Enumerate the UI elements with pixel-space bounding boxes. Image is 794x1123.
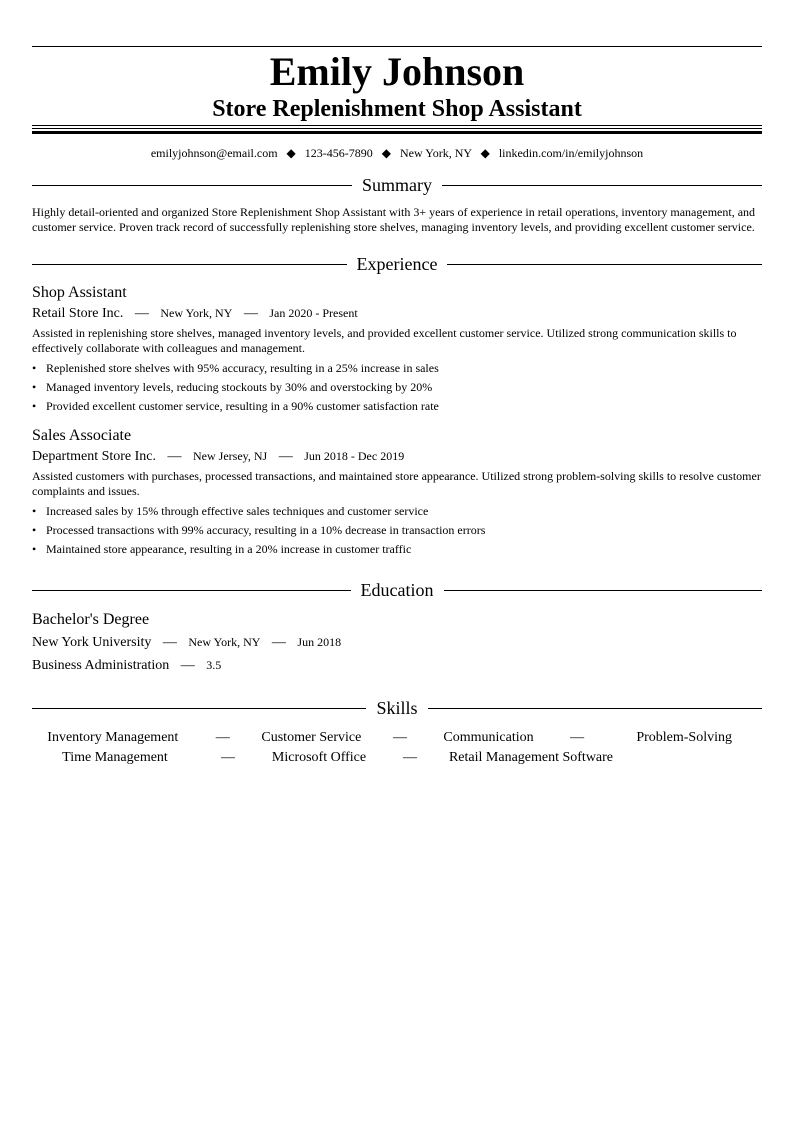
diamond-separator-icon: ◆: [480, 146, 490, 160]
header-bottom-rule: [32, 125, 762, 134]
contact-email[interactable]: emilyjohnson@email.com: [150, 146, 278, 160]
bullet-icon: •: [32, 361, 37, 375]
education-heading: [32, 579, 762, 601]
job-title: Shop Assistant: [32, 284, 127, 301]
skill-item: Inventory Management: [47, 730, 179, 745]
dash-separator: —: [162, 635, 177, 650]
resume-page: [32, 46, 762, 768]
job-dates: Jan 2020 - Present: [269, 306, 358, 320]
experience-heading-label: Experience: [356, 254, 438, 274]
education-school-line: [32, 631, 762, 654]
bullet-icon: •: [32, 504, 37, 518]
job-company: Retail Store Inc.: [32, 306, 124, 321]
dash-separator: —: [167, 449, 182, 464]
list-item: • Replenished store shelves with 95% accuracy, resulting in a 25% increase in sales: [32, 359, 762, 378]
job-location: New York, NY: [160, 306, 233, 320]
education-location: New York, NY: [188, 635, 261, 649]
education-field: Business Administration: [32, 658, 170, 673]
dash-separator: —: [271, 635, 286, 650]
experience-heading: [32, 253, 762, 275]
skill-item: Customer Service: [261, 730, 362, 745]
education-degree: Bachelor's Degree: [32, 611, 150, 628]
job-title: Sales Associate: [32, 427, 132, 444]
dash-separator: —: [243, 306, 258, 321]
skill-item: Retail Management Software: [448, 750, 614, 765]
education-school: New York University: [32, 635, 152, 650]
job-company: Department Store Inc.: [32, 449, 157, 464]
job-entry: [32, 283, 762, 416]
skills-heading-label: Skills: [376, 698, 418, 718]
contact-linkedin[interactable]: linkedin.com/in/emilyjohnson: [498, 146, 644, 160]
skill-item: Time Management: [62, 750, 168, 765]
skill-separator: —: [215, 730, 230, 745]
summary-text: Highly detail-oriented and organized Store Replenishment Shop Assistant with 3+ years of experience in retail operations, inventory management, and customer service. Proven track record of successfully replenishing store shelves, managing inventory levels, and providing excellent customer service.: [32, 205, 756, 234]
list-item: • Managed inventory levels, reducing stockouts by 30% and overstocking by 20%: [32, 378, 762, 397]
education-field-line: [32, 654, 762, 677]
skill-separator: —: [403, 750, 417, 765]
bullet-icon: •: [32, 542, 37, 556]
job-entry: [32, 426, 762, 559]
diamond-separator-icon: ◆: [286, 146, 296, 160]
candidate-title: Store Replenishment Shop Assistant: [212, 96, 582, 122]
summary-heading-label: Summary: [362, 175, 432, 195]
skills-list: [32, 728, 762, 768]
contact-phone[interactable]: 123-456-7890: [304, 146, 373, 160]
dash-separator: —: [278, 449, 293, 464]
job-meta: [32, 447, 762, 466]
contact-line: [32, 146, 762, 160]
list-item: • Processed transactions with 99% accuracy, resulting in a 10% decrease in transaction errors: [32, 521, 762, 540]
header-top-rule: [32, 46, 762, 47]
skills-row: [32, 748, 762, 768]
skill-item: Problem-Solving: [636, 730, 732, 745]
education-gpa: 3.5: [206, 658, 222, 672]
education-date: Jun 2018: [297, 635, 342, 649]
job-description: Assisted customers with purchases, processed transactions, and maintained store appearance. Utilized strong problem-solving skills to resolve customer complaints and issues.: [32, 469, 761, 498]
skill-item: Microsoft Office: [271, 750, 367, 765]
diamond-separator-icon: ◆: [381, 146, 392, 160]
job-description: Assisted in replenishing store shelves, managed inventory levels, and provided excellent customer service. Utilized strong communication skills to effectively collaborate with colleagues and management.: [32, 326, 737, 355]
skill-item: Communication: [443, 730, 534, 745]
job-meta: [32, 304, 762, 323]
bullet-icon: •: [32, 380, 37, 394]
job-dates: Jun 2018 - Dec 2019: [304, 449, 405, 463]
skill-separator: —: [392, 730, 407, 745]
education-heading-label: Education: [360, 580, 434, 600]
bullet-icon: •: [32, 523, 37, 537]
job-location: New Jersey, NJ: [193, 449, 268, 463]
contact-location: New York, NY: [400, 146, 472, 160]
dash-separator: —: [180, 658, 195, 673]
skill-separator: —: [570, 730, 585, 745]
job-bullets: [32, 359, 762, 416]
list-item: • Increased sales by 15% through effective sales techniques and customer service: [32, 502, 762, 521]
skills-row: [32, 728, 762, 748]
job-bullets: [32, 502, 762, 559]
education-entry: [32, 609, 762, 677]
skill-separator: —: [221, 750, 235, 765]
skills-heading: [32, 697, 762, 719]
bullet-icon: •: [32, 399, 37, 413]
list-item: • Maintained store appearance, resulting in a 20% increase in customer traffic: [32, 540, 762, 559]
list-item: • Provided excellent customer service, resulting in a 90% customer satisfaction rate: [32, 397, 762, 416]
summary-heading: [32, 174, 762, 196]
candidate-name: Emily Johnson: [269, 49, 525, 94]
dash-separator: —: [134, 306, 149, 321]
